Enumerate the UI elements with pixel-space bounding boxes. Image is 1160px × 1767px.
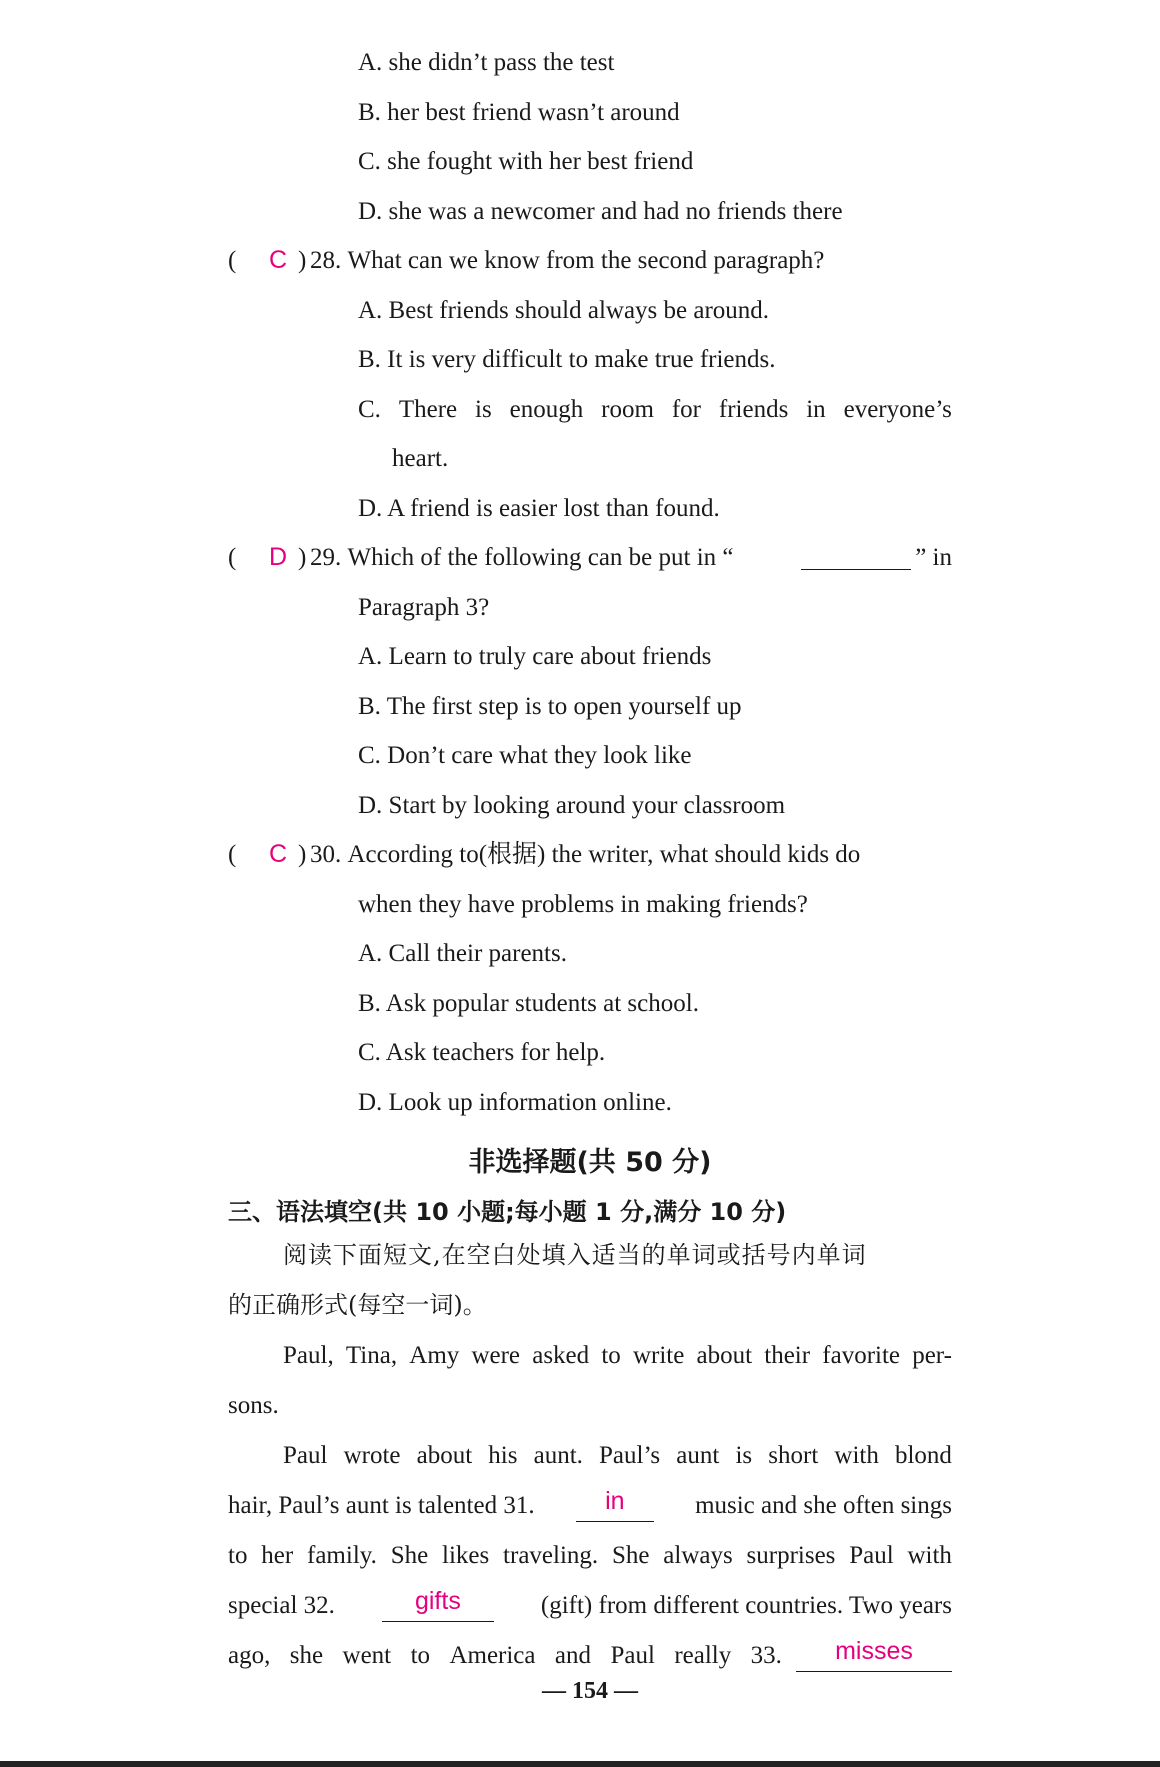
passage-text: ago, she went to America and Paul really 33. — [228, 1642, 782, 1669]
passage-p2-line3: to her family. She likes traveling. She always surprises Paul with — [228, 1542, 952, 1569]
question-29-text: Which of the following can be put in “ — [347, 544, 734, 571]
passage-p2-line4 — [228, 1587, 952, 1622]
q29-option-d: D. Start by looking around your classroom — [358, 792, 786, 819]
question-28-text: What can we know from the second paragraph? — [347, 247, 825, 274]
answer-31: in — [605, 1487, 625, 1515]
passage-p2-line1: Paul wrote about his aunt. Paul’s aunt is short with blond — [283, 1442, 952, 1469]
passage-text: special 32. — [228, 1592, 335, 1619]
q28-option-b: B. It is very difficult to make true friends. — [358, 346, 776, 373]
instructions-line1: 阅读下面短文,在空白处填入适当的单词或括号内单词 — [283, 1241, 867, 1269]
bottom-edge-bar — [0, 1761, 1160, 1767]
q29-option-c: C. Don’t care what they look like — [358, 742, 692, 769]
passage-p2-line2 — [228, 1487, 952, 1522]
q28-option-c-cont: heart. — [392, 445, 449, 472]
passage-p2-line5 — [228, 1637, 952, 1672]
page-number: — 154 — — [542, 1678, 638, 1704]
answer-30: C — [268, 840, 288, 868]
q27-option-b: B. her best friend wasn’t around — [358, 99, 680, 126]
answer-29: D — [268, 543, 288, 571]
q30-option-b: B. Ask popular students at school. — [358, 990, 699, 1017]
passage-text: (gift) from different countries. Two years — [540, 1592, 952, 1619]
blank-paragraph3 — [801, 545, 911, 570]
answer-33: misses — [835, 1637, 913, 1665]
passage-text: music and she often sings — [695, 1492, 952, 1519]
passage-p1-line2: sons. — [228, 1392, 279, 1419]
q30-option-c: C. Ask teachers for help. — [358, 1039, 606, 1066]
question-29: ( D ) 29. Which of the following can be put in “ ” in — [228, 543, 952, 571]
q28-option-c: C. There is enough room for friends in everyone’s — [358, 396, 952, 423]
section-three-title: 三、语法填空(共 10 小题;每小题 1 分,满分 10 分) — [228, 1198, 787, 1226]
q30-option-d: D. Look up information online. — [358, 1089, 672, 1116]
question-30-line2: when they have problems in making friends? — [358, 891, 808, 918]
blank-32[interactable] — [382, 1587, 494, 1622]
question-28-number: 28. — [310, 247, 342, 274]
q28-option-a: A. Best friends should always be around. — [358, 297, 770, 324]
question-30: ( C ) 30. According to(根据) the writer, what should kids do — [228, 840, 861, 868]
q29-option-b: B. The first step is to open yourself up — [358, 693, 742, 720]
q28-option-d: D. A friend is easier lost than found. — [358, 495, 720, 522]
q27-option-d: D. she was a newcomer and had no friends there — [358, 198, 843, 225]
q27-option-c: C. she fought with her best friend — [358, 148, 694, 175]
answer-28: C — [268, 246, 288, 274]
answer-32: gifts — [414, 1587, 461, 1615]
blank-33[interactable] — [796, 1637, 952, 1672]
q29-option-a: A. Learn to truly care about friends — [358, 643, 712, 670]
question-30-number: 30. — [310, 841, 342, 868]
passage-text: hair, Paul’s aunt is talented 31. — [228, 1492, 535, 1519]
question-28: ( C ) 28. What can we know from the second paragraph? — [228, 246, 825, 274]
question-29-line2: Paragraph 3? — [358, 594, 490, 621]
blank-31[interactable] — [576, 1487, 654, 1522]
question-29-number: 29. — [310, 544, 342, 571]
q30-option-a: A. Call their parents. — [358, 940, 567, 967]
instructions-line2: 的正确形式(每空一词)。 — [228, 1291, 487, 1319]
section-heading-non-choice: 非选择题(共 50 分) — [468, 1147, 712, 1178]
question-30-text: According to(根据) the writer, what should kids do — [347, 841, 861, 868]
question-29-text-after: ” in — [915, 544, 952, 571]
passage-p1-line1: Paul, Tina, Amy were asked to write about their favorite per- — [283, 1342, 952, 1369]
q27-option-a: A. she didn’t pass the test — [358, 49, 615, 76]
